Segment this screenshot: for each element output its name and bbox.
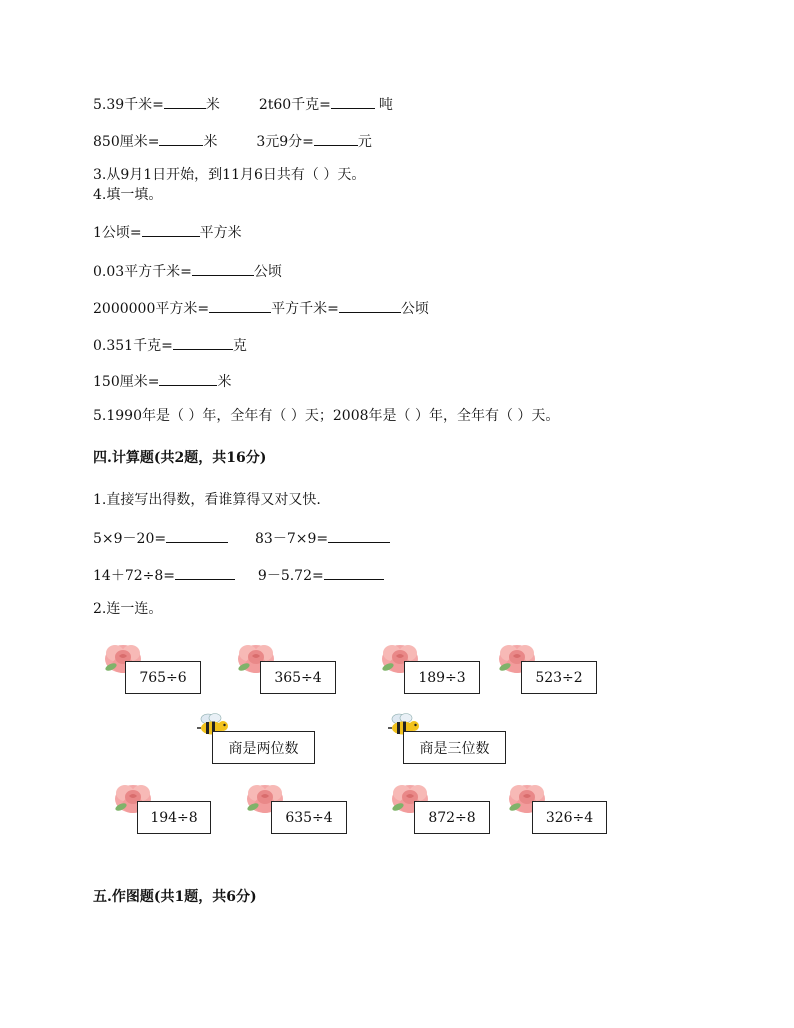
- fill-line-2: [93, 261, 282, 281]
- fill-line-3: [93, 298, 429, 318]
- calc-text: 9－5.72=: [257, 568, 324, 584]
- calc-instruction: 1.直接写出得数，看谁算得又对又快.: [93, 492, 321, 508]
- answer-blank[interactable]: [328, 528, 390, 543]
- unit-text: 米: [217, 374, 232, 390]
- division-box[interactable]: 194÷8: [137, 801, 211, 834]
- fill-text: 0.351千克=: [93, 338, 173, 354]
- answer-blank[interactable]: [164, 94, 206, 109]
- answer-blank[interactable]: [142, 222, 200, 237]
- section-4-heading: 四.计算题(共2题，共16分): [93, 450, 267, 466]
- connect-instruction: 2.连一连。: [93, 601, 163, 617]
- unit-text: 吨: [378, 97, 393, 113]
- unit-text: 平方米: [199, 225, 242, 241]
- division-box[interactable]: 635÷4: [271, 801, 347, 834]
- fill-text: 1公顷=: [93, 225, 142, 241]
- fill-text: 2000000平方米=: [93, 301, 210, 317]
- answer-blank[interactable]: [314, 131, 358, 146]
- calc-text: 5×9－20=: [93, 531, 167, 547]
- division-box[interactable]: 523÷2: [521, 661, 597, 694]
- answer-blank[interactable]: [166, 528, 228, 543]
- question-5: 5.1990年是（ ）年，全年有（ ）天；2008年是（ ）年，全年有（ ）天。: [93, 408, 560, 424]
- answer-blank[interactable]: [173, 335, 233, 350]
- unit-text: 公顷: [253, 264, 282, 280]
- question-3: 3.从9月1日开始，到11月6日共有（ ）天。: [93, 167, 366, 183]
- division-box[interactable]: 765÷6: [125, 661, 201, 694]
- unit-text: 克: [232, 338, 247, 354]
- answer-blank[interactable]: [159, 131, 203, 146]
- answer-blank[interactable]: [331, 94, 375, 109]
- division-box[interactable]: 365÷4: [260, 661, 336, 694]
- conversion-line-2: [93, 131, 372, 151]
- conv-yuan-text: 3元9分=: [256, 134, 314, 150]
- answer-blank[interactable]: [339, 298, 401, 313]
- answer-blank[interactable]: [159, 371, 217, 386]
- unit-text: 米: [205, 97, 220, 113]
- question-4: 4.填一填。: [93, 187, 163, 203]
- quotient-box[interactable]: 商是两位数: [212, 731, 315, 764]
- calc-text: 14＋72÷8=: [93, 568, 175, 584]
- fill-text: 150厘米=: [93, 374, 160, 390]
- unit-text: 平方千米=: [271, 301, 339, 317]
- answer-blank[interactable]: [209, 298, 271, 313]
- unit-text: 米: [203, 134, 218, 150]
- conv-cm-text: 850厘米=: [93, 134, 160, 150]
- division-box[interactable]: 326÷4: [532, 801, 607, 834]
- conv-km-text: 5.39千米=: [93, 97, 164, 113]
- fill-line-4: [93, 335, 247, 355]
- unit-text: 元: [357, 134, 372, 150]
- fill-text: 0.03平方千米=: [93, 264, 192, 280]
- unit-text: 公顷: [400, 301, 429, 317]
- conversion-line-1: [93, 94, 393, 114]
- calc-text: 83－7×9=: [255, 531, 329, 547]
- answer-blank[interactable]: [192, 261, 254, 276]
- fill-line-1: [93, 222, 242, 242]
- division-box[interactable]: 872÷8: [414, 801, 490, 834]
- conv-kg-text: 2t60千克=: [258, 97, 331, 113]
- calc-line-1: [93, 528, 390, 548]
- calc-line-2: [93, 565, 384, 585]
- answer-blank[interactable]: [175, 565, 235, 580]
- section-5-heading: 五.作图题(共1题，共6分): [93, 889, 257, 905]
- fill-line-5: [93, 371, 231, 391]
- answer-blank[interactable]: [324, 565, 384, 580]
- division-box[interactable]: 189÷3: [404, 661, 480, 694]
- quotient-box[interactable]: 商是三位数: [403, 731, 506, 764]
